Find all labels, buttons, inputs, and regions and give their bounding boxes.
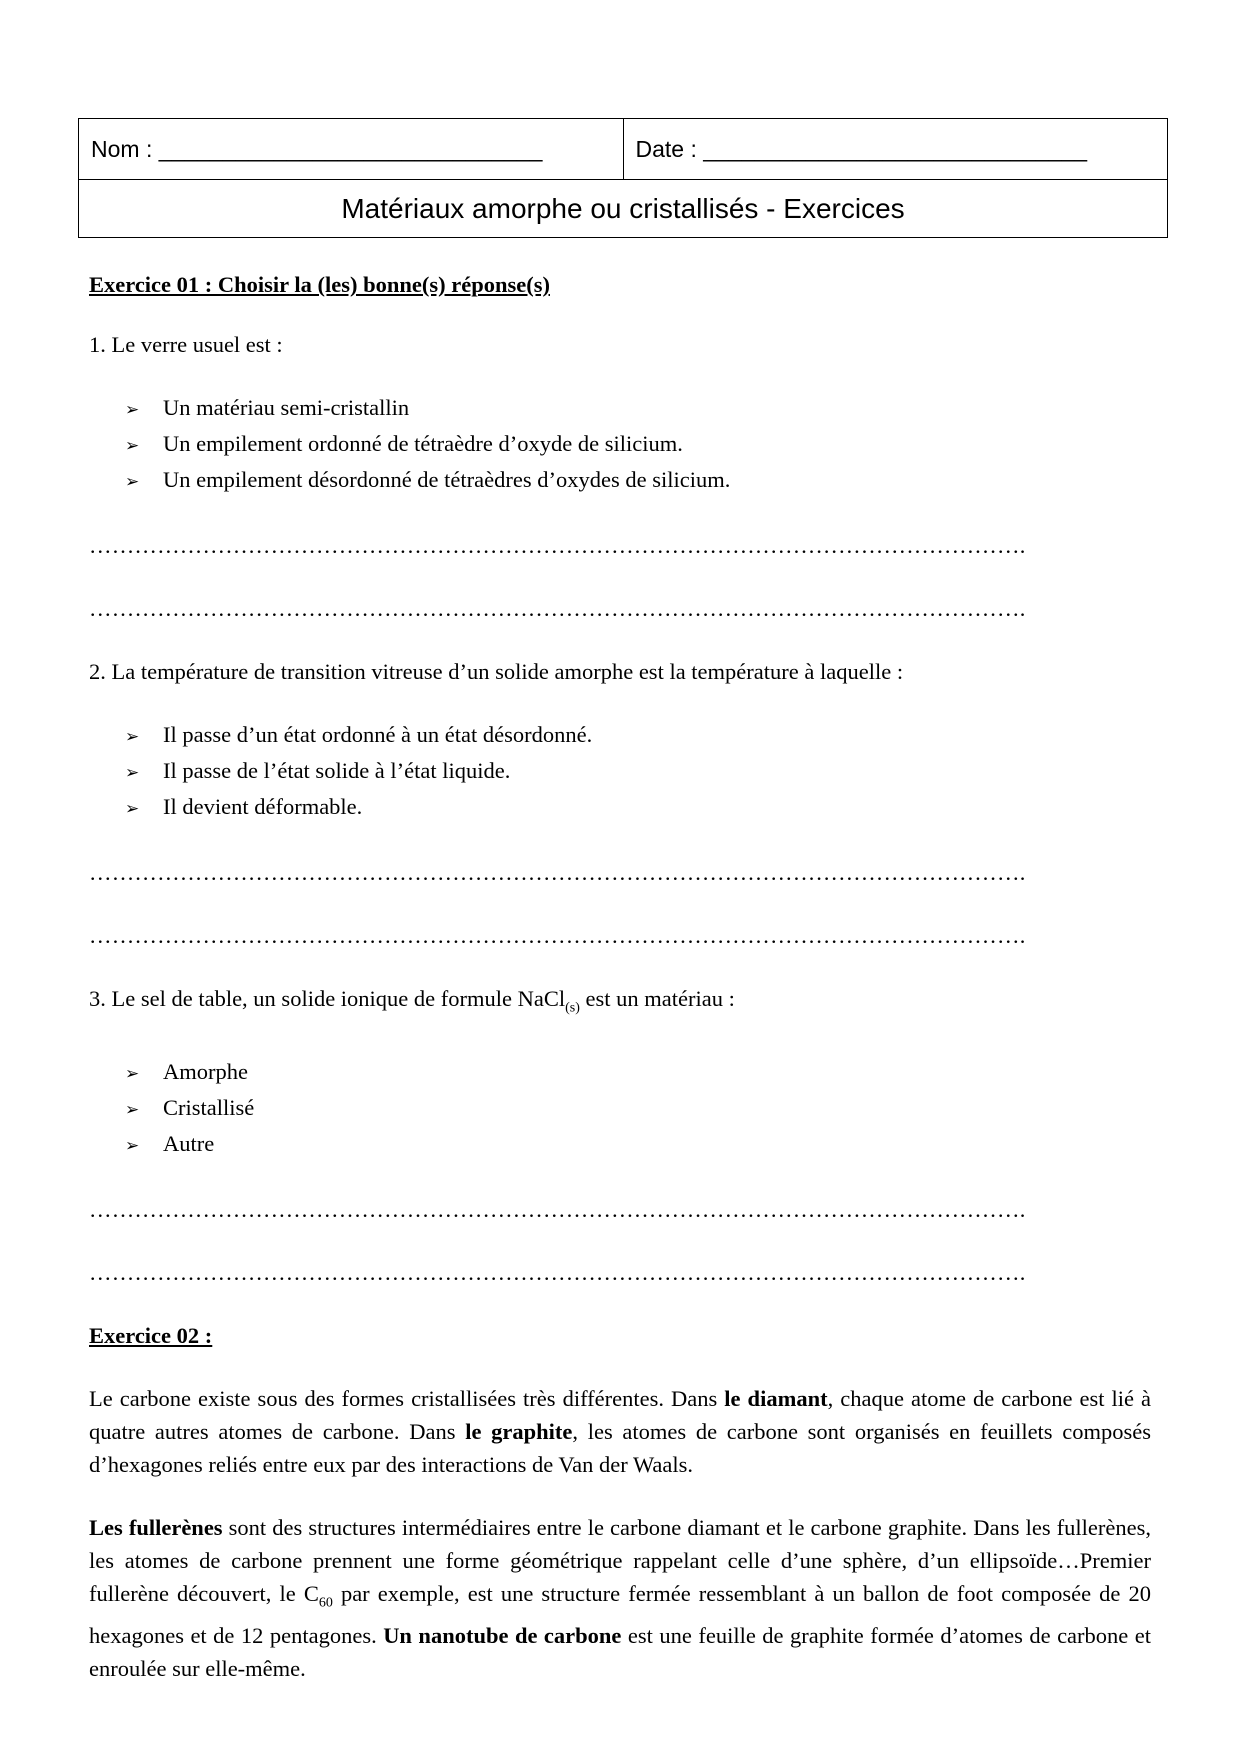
answer-line[interactable]: ……………………………………………………………………………………………………………. xyxy=(89,860,1026,885)
arrowhead-bullet-icon: ➢ xyxy=(125,436,140,456)
answer-line[interactable]: ……………………………………………………………………………………………………………. xyxy=(89,596,1026,621)
page-title: Matériaux amorphe ou cristallisés - Exercices xyxy=(341,193,905,224)
arrowhead-bullet-icon: ➢ xyxy=(125,1099,140,1120)
exercise-2-title: Exercice 02 : xyxy=(89,1322,213,1348)
arrowhead-bullet-icon: ➢ xyxy=(125,763,140,783)
option[interactable]: ➢ Un matériau semi-cristallin xyxy=(125,391,1151,427)
arrowhead-bullet-icon: ➢ xyxy=(125,799,140,819)
name-field[interactable]: Nom : ______________________________ xyxy=(79,119,624,179)
worksheet-content xyxy=(89,268,1151,1685)
option[interactable]: ➢ Cristallisé xyxy=(125,1091,1151,1127)
answer-line[interactable]: ……………………………………………………………………………………………………………. xyxy=(89,923,1026,948)
date-field[interactable]: Date : ______________________________ xyxy=(635,135,1087,162)
answer-line[interactable]: ……………………………………………………………………………………………………………. xyxy=(89,533,1026,558)
arrowhead-bullet-icon: ➢ xyxy=(125,727,140,747)
question-3: 3. Le sel de table, un solide ionique de formule NaCl$_{(s)}$ est un matériau : xyxy=(89,986,735,1016)
option[interactable]: ➢ Un empilement désordonné de tétraèdres d’oxydes de silicium. xyxy=(125,463,1151,499)
option[interactable]: ➢ Un empilement ordonné de tétraèdre d’oxyde de silicium. xyxy=(125,427,1151,463)
question-3-options xyxy=(89,1055,1151,1163)
question-2-options xyxy=(89,718,1151,826)
header-row-fields xyxy=(79,119,1167,180)
question-1-options xyxy=(89,391,1151,499)
question-2: 2. La température de transition vitreuse d’un solide amorphe est la température à laquelle : xyxy=(89,659,904,684)
question-1: 1. Le verre usuel est : xyxy=(89,332,283,357)
exercise-1-title: Exercice 01 : Choisir la (les) bonne(s) réponse(s) xyxy=(89,272,550,297)
arrowhead-bullet-icon: ➢ xyxy=(125,1135,140,1156)
header-table xyxy=(78,118,1168,238)
option[interactable]: ➢ Il devient déformable. xyxy=(125,790,1151,826)
answer-line[interactable]: ……………………………………………………………………………………………………………. xyxy=(89,1259,1026,1285)
option[interactable]: ➢ Amorphe xyxy=(125,1055,1151,1091)
paragraph-carbon-forms: Le carbone existe sous des formes cristallisées très différentes. Dans le diamant, chaque atome de carbone est lié à quatre autres atomes de carbone. Dans le graphite, les atomes de carbone sont organisés en feuillets composés d’hexagones reliés entre eux par des interactions de Van der Waals. xyxy=(89,1385,1151,1477)
option[interactable]: ➢ Il passe de l’état solide à l’état liquide. xyxy=(125,754,1151,790)
answer-line[interactable]: ……………………………………………………………………………………………………………. xyxy=(89,1196,1026,1222)
arrowhead-bullet-icon: ➢ xyxy=(125,400,140,420)
option[interactable]: ➢ Autre xyxy=(125,1127,1151,1163)
option[interactable]: ➢ Il passe d’un état ordonné à un état désordonné. xyxy=(125,718,1151,754)
paragraph-fullerenes: Les fullerènes sont des structures intermédiaires entre le carbone diamant et le carbone graphite. Dans les fullerènes, les atomes de carbone prennent une forme géométrique rappelant celle d’une sphère, d’un ellipsoïde…Premier fullerène découvert, le $C_{60}$ par exemple, est une structure fermée ressemblant à un ballon de foot composée de 20 hexagones et de 12 pentagones. Un nanotube de carbone est une feuille de graphite formée d’atomes de carbone et enroulée sur elle-même. xyxy=(89,1514,1151,1681)
arrowhead-bullet-icon: ➢ xyxy=(125,1063,140,1084)
arrowhead-bullet-icon: ➢ xyxy=(125,472,140,492)
